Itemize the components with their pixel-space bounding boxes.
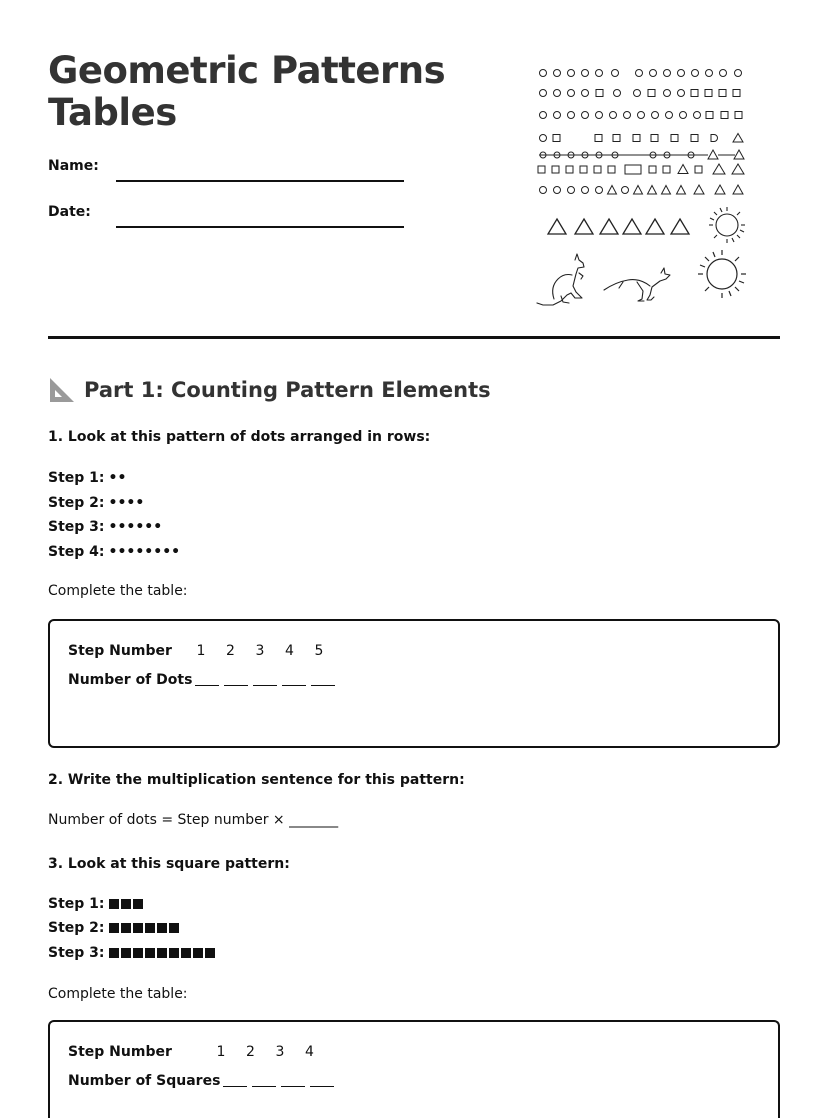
question-2-prompt: 2. Write the multiplication sentence for this pattern: bbox=[48, 772, 465, 788]
square-mark bbox=[205, 948, 215, 958]
q1-step-4-dots: •••••••• bbox=[108, 544, 181, 560]
q1-step-2-label: Step 2: bbox=[48, 495, 105, 511]
square-mark bbox=[193, 948, 203, 958]
q3-table-row-steps bbox=[68, 1044, 324, 1060]
q3-step-1-label: Step 1: bbox=[48, 896, 105, 912]
pattern-illustration bbox=[525, 60, 757, 310]
q3-step-1 bbox=[48, 894, 143, 914]
q3-answer-blank-3[interactable] bbox=[281, 1073, 305, 1087]
question-1-prompt: 1. Look at this pattern of dots arranged in rows: bbox=[48, 429, 431, 445]
q3-step-3-label: Step 3: bbox=[48, 945, 105, 961]
square-mark bbox=[181, 948, 191, 958]
q1-answer-blank-3[interactable] bbox=[253, 672, 277, 686]
pattern-row-4 bbox=[540, 134, 744, 143]
q3-table-step-2: 2 bbox=[246, 1044, 255, 1060]
pattern-row-circles-squares bbox=[540, 90, 741, 97]
square-mark bbox=[109, 899, 119, 909]
square-mark bbox=[169, 948, 179, 958]
q3-answer-blank-2[interactable] bbox=[252, 1073, 276, 1087]
q1-step-1-label: Step 1: bbox=[48, 470, 105, 486]
q1-table-dots-header: Number of Dots bbox=[68, 672, 193, 688]
q3-table-step-4: 4 bbox=[305, 1044, 314, 1060]
square-mark bbox=[145, 948, 155, 958]
part1-heading bbox=[48, 374, 491, 406]
q2-sentence: Number of dots = Step number × _______ bbox=[48, 812, 339, 828]
square-mark bbox=[133, 948, 143, 958]
q3-step-1-squares bbox=[109, 899, 143, 909]
q1-table-step-3: 3 bbox=[255, 643, 265, 659]
pattern-row-6 bbox=[538, 164, 744, 174]
triangle-row bbox=[548, 219, 689, 234]
title-line-2: Tables bbox=[48, 91, 177, 134]
section-divider bbox=[48, 336, 780, 339]
square-mark bbox=[157, 923, 167, 933]
q1-answer-blank-4[interactable] bbox=[282, 672, 306, 686]
q1-answer-blank-1[interactable] bbox=[195, 672, 219, 686]
q1-step-3 bbox=[48, 517, 162, 537]
pattern-row-5 bbox=[539, 150, 744, 159]
date-label: Date: bbox=[48, 204, 91, 220]
q3-instruction: Complete the table: bbox=[48, 986, 188, 1002]
name-label: Name: bbox=[48, 158, 99, 174]
q3-step-2 bbox=[48, 918, 179, 938]
q3-step-3-squares bbox=[109, 948, 215, 958]
sun-large-icon bbox=[698, 250, 746, 298]
q3-step-3 bbox=[48, 943, 215, 963]
name-field[interactable] bbox=[48, 158, 408, 182]
q1-step-4-label: Step 4: bbox=[48, 544, 105, 560]
q1-step-2-dots: •••• bbox=[108, 495, 145, 511]
q1-table-row-dots bbox=[68, 672, 340, 688]
q1-table-step-2: 2 bbox=[226, 643, 235, 659]
q3-step-2-squares bbox=[109, 923, 179, 933]
q3-table-step-header: Step Number bbox=[68, 1044, 172, 1060]
page-title bbox=[48, 50, 468, 134]
q3-table-row-squares bbox=[68, 1073, 339, 1089]
square-mark bbox=[121, 899, 131, 909]
q3-answer-blank-1[interactable] bbox=[223, 1073, 247, 1087]
part1-title: Part 1: Counting Pattern Elements bbox=[84, 378, 491, 402]
pattern-row-circles bbox=[540, 70, 742, 77]
kangaroo-icon bbox=[537, 254, 584, 305]
q1-step-1-dots: •• bbox=[108, 470, 127, 486]
question-3-prompt: 3. Look at this square pattern: bbox=[48, 856, 290, 872]
square-mark bbox=[121, 948, 131, 958]
q1-step-1 bbox=[48, 468, 126, 488]
set-square-icon bbox=[48, 376, 76, 404]
q1-step-2 bbox=[48, 493, 144, 513]
q1-table-step-5: 5 bbox=[314, 643, 324, 659]
q3-table-step-3: 3 bbox=[275, 1044, 285, 1060]
pattern-row-3 bbox=[540, 112, 743, 119]
date-line[interactable] bbox=[116, 226, 404, 228]
square-mark bbox=[145, 923, 155, 933]
kangaroo-leaping-icon bbox=[604, 268, 670, 301]
square-mark bbox=[121, 923, 131, 933]
square-mark bbox=[109, 948, 119, 958]
q1-table-step-4: 4 bbox=[285, 643, 294, 659]
q1-step-3-dots: •••••• bbox=[108, 519, 163, 535]
title-line-1: Geometric Patterns bbox=[48, 49, 446, 92]
pattern-row-7 bbox=[540, 185, 744, 194]
square-mark bbox=[133, 899, 143, 909]
q1-table-row-steps bbox=[68, 643, 334, 659]
q3-step-2-label: Step 2: bbox=[48, 920, 105, 936]
q3-table bbox=[48, 1020, 780, 1118]
q1-step-4 bbox=[48, 542, 180, 562]
date-field[interactable] bbox=[48, 204, 408, 228]
square-mark bbox=[109, 923, 119, 933]
q1-table bbox=[48, 619, 780, 748]
q1-table-step-header: Step Number bbox=[68, 643, 172, 659]
q1-step-3-label: Step 3: bbox=[48, 519, 105, 535]
sun-small-icon bbox=[709, 207, 745, 243]
name-line[interactable] bbox=[116, 180, 404, 182]
q3-table-squares-header: Number of Squares bbox=[68, 1073, 221, 1089]
square-mark bbox=[169, 923, 179, 933]
square-mark bbox=[157, 948, 167, 958]
q3-answer-blank-4[interactable] bbox=[310, 1073, 334, 1087]
q1-table-step-1: 1 bbox=[196, 643, 206, 659]
q1-instruction: Complete the table: bbox=[48, 583, 188, 599]
q1-answer-blank-5[interactable] bbox=[311, 672, 335, 686]
square-mark bbox=[133, 923, 143, 933]
q3-table-step-1: 1 bbox=[216, 1044, 226, 1060]
q1-answer-blank-2[interactable] bbox=[224, 672, 248, 686]
